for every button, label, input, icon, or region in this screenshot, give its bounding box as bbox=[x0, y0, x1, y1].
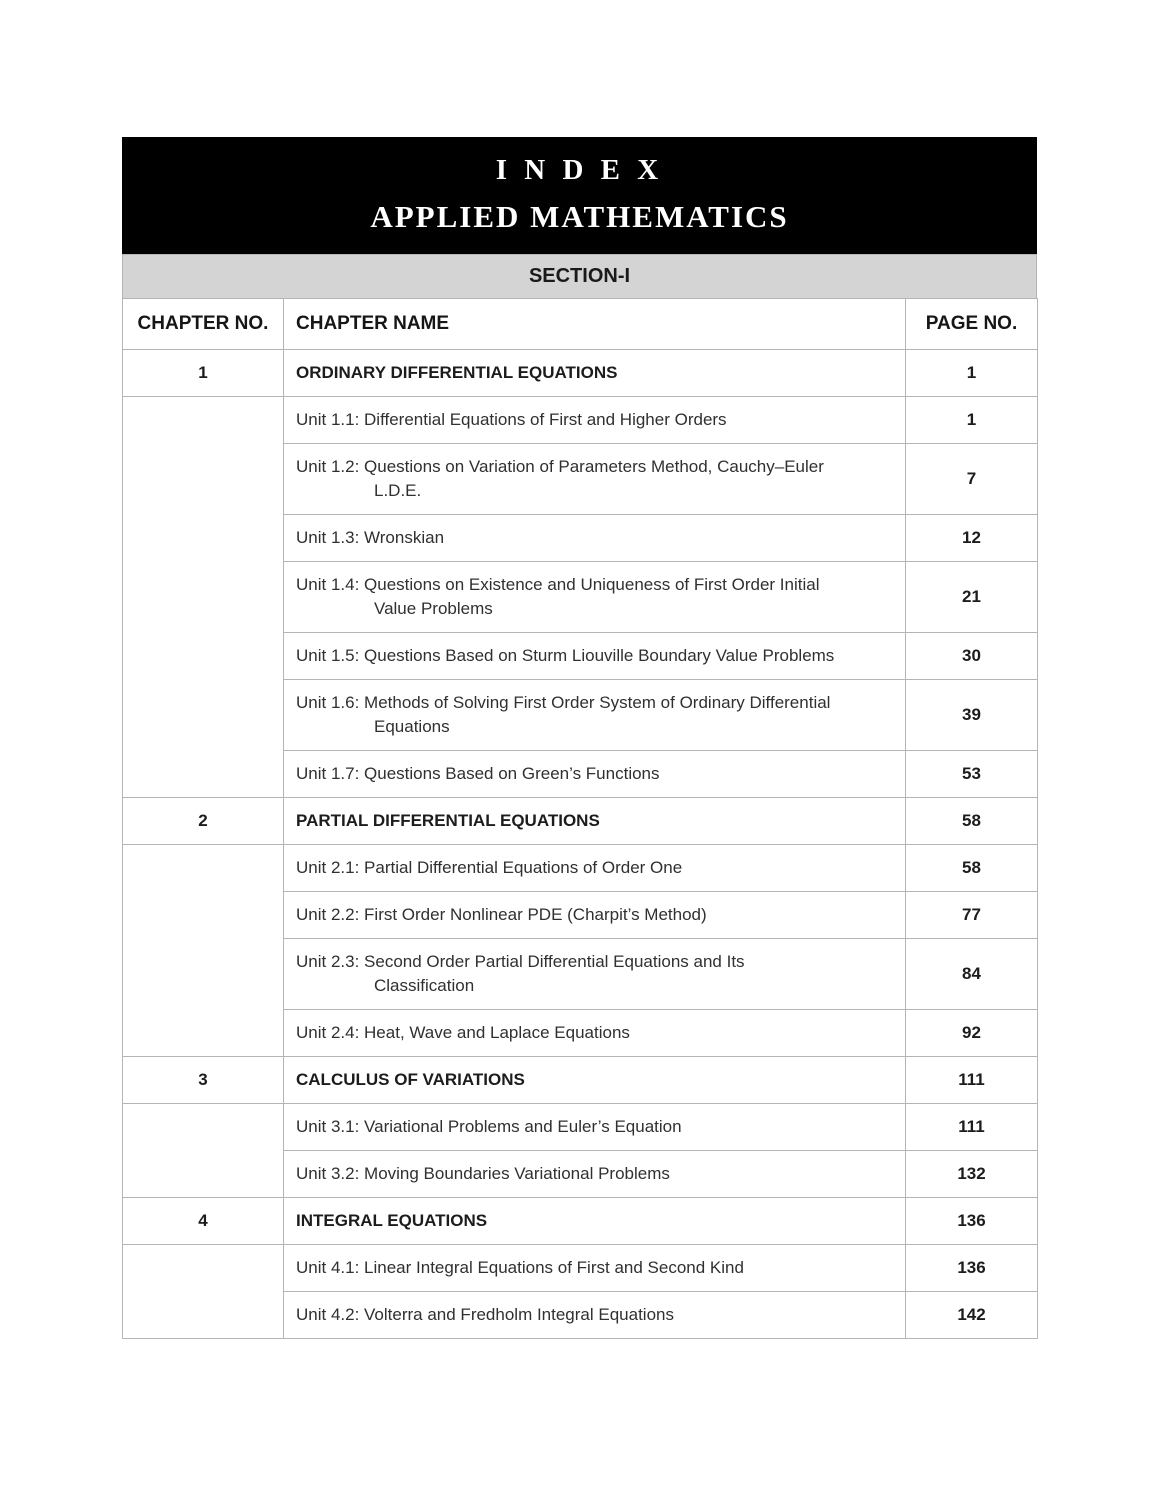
unit-page-cell: 53 bbox=[906, 751, 1038, 798]
unit-page-cell: 30 bbox=[906, 633, 1038, 680]
column-header-chapter-name: CHAPTER NAME bbox=[284, 299, 906, 350]
unit-name-line: Unit 1.3: Wronskian bbox=[296, 528, 445, 547]
index-content bbox=[122, 137, 1037, 1339]
unit-page-cell: 7 bbox=[906, 444, 1038, 515]
unit-name-line: Unit 2.3: Second Order Partial Differential Equations and Its bbox=[296, 952, 745, 971]
unit-page-cell: 39 bbox=[906, 680, 1038, 751]
unit-name-cell bbox=[284, 397, 906, 444]
column-header-page-no: PAGE NO. bbox=[906, 299, 1038, 350]
unit-name-line: Unit 1.1: Differential Equations of First and Higher Orders bbox=[296, 410, 727, 429]
section-bar: SECTION-I bbox=[122, 254, 1037, 298]
unit-page-cell: 58 bbox=[906, 845, 1038, 892]
unit-name-line: Unit 2.1: Partial Differential Equations of Order One bbox=[296, 858, 683, 877]
index-header bbox=[122, 137, 1037, 254]
table-header-row bbox=[123, 299, 1038, 350]
chapter-page-cell: 136 bbox=[906, 1198, 1038, 1245]
unit-page-cell: 132 bbox=[906, 1151, 1038, 1198]
chapter-number-cell: 2 bbox=[123, 798, 284, 845]
unit-name-cell bbox=[284, 751, 906, 798]
unit-name-continuation: Value Problems bbox=[374, 599, 493, 618]
chapter-page-cell: 1 bbox=[906, 350, 1038, 397]
chapter-number-cell: 3 bbox=[123, 1057, 284, 1104]
unit-name-line: Unit 2.2: First Order Nonlinear PDE (Charpit’s Method) bbox=[296, 905, 707, 924]
chapter-row bbox=[123, 1057, 1038, 1104]
unit-name-cell bbox=[284, 562, 906, 633]
unit-name-line: Unit 1.5: Questions Based on Sturm Liouville Boundary Value Problems bbox=[296, 646, 835, 665]
chapter-units-spacer-cell bbox=[123, 845, 284, 1057]
unit-page-cell: 136 bbox=[906, 1245, 1038, 1292]
chapter-page-cell: 111 bbox=[906, 1057, 1038, 1104]
chapter-name-cell: INTEGRAL EQUATIONS bbox=[284, 1198, 906, 1245]
chapter-units-spacer-cell bbox=[123, 1245, 284, 1339]
unit-row bbox=[123, 1104, 1038, 1151]
unit-name-cell bbox=[284, 1151, 906, 1198]
index-title: I N D E X bbox=[495, 154, 664, 186]
chapter-name-cell: ORDINARY DIFFERENTIAL EQUATIONS bbox=[284, 350, 906, 397]
unit-page-cell: 111 bbox=[906, 1104, 1038, 1151]
unit-page-cell: 12 bbox=[906, 515, 1038, 562]
unit-name-continuation: Classification bbox=[374, 976, 475, 995]
unit-name-line: Unit 1.2: Questions on Variation of Parameters Method, Cauchy–Euler bbox=[296, 457, 824, 476]
unit-name-continuation: Equations bbox=[374, 717, 450, 736]
chapter-name-cell: CALCULUS OF VARIATIONS bbox=[284, 1057, 906, 1104]
chapter-name-cell: PARTIAL DIFFERENTIAL EQUATIONS bbox=[284, 798, 906, 845]
unit-name-line: Unit 3.1: Variational Problems and Euler’s Equation bbox=[296, 1117, 682, 1136]
unit-name-line: Unit 2.4: Heat, Wave and Laplace Equations bbox=[296, 1023, 630, 1042]
unit-page-cell: 1 bbox=[906, 397, 1038, 444]
unit-name-line: Unit 4.1: Linear Integral Equations of First and Second Kind bbox=[296, 1258, 744, 1277]
chapter-number-cell: 4 bbox=[123, 1198, 284, 1245]
unit-name-line: Unit 1.4: Questions on Existence and Uniqueness of First Order Initial bbox=[296, 575, 820, 594]
index-subtitle: APPLIED MATHEMATICS bbox=[370, 199, 789, 234]
unit-name-continuation: L.D.E. bbox=[374, 481, 422, 500]
unit-page-cell: 84 bbox=[906, 939, 1038, 1010]
unit-page-cell: 92 bbox=[906, 1010, 1038, 1057]
unit-name-line: Unit 4.2: Volterra and Fredholm Integral Equations bbox=[296, 1305, 674, 1324]
unit-name-cell bbox=[284, 1010, 906, 1057]
unit-page-cell: 77 bbox=[906, 892, 1038, 939]
chapter-row bbox=[123, 1198, 1038, 1245]
chapter-row bbox=[123, 350, 1038, 397]
unit-name-cell bbox=[284, 1104, 906, 1151]
unit-name-line: Unit 3.2: Moving Boundaries Variational Problems bbox=[296, 1164, 670, 1183]
column-header-chapter-no: CHAPTER NO. bbox=[123, 299, 284, 350]
unit-name-cell bbox=[284, 1292, 906, 1339]
unit-row bbox=[123, 845, 1038, 892]
unit-name-line: Unit 1.6: Methods of Solving First Order System of Ordinary Differential bbox=[296, 693, 831, 712]
unit-name-cell bbox=[284, 680, 906, 751]
unit-page-cell: 21 bbox=[906, 562, 1038, 633]
chapter-units-spacer-cell bbox=[123, 1104, 284, 1198]
unit-name-cell bbox=[284, 1245, 906, 1292]
chapter-units-spacer-cell bbox=[123, 397, 284, 798]
unit-name-line: Unit 1.7: Questions Based on Green’s Functions bbox=[296, 764, 660, 783]
unit-name-cell bbox=[284, 939, 906, 1010]
unit-row bbox=[123, 1245, 1038, 1292]
chapter-row bbox=[123, 798, 1038, 845]
unit-name-cell bbox=[284, 845, 906, 892]
unit-row bbox=[123, 397, 1038, 444]
contents-table bbox=[122, 298, 1038, 1339]
unit-name-cell bbox=[284, 633, 906, 680]
chapter-number-cell: 1 bbox=[123, 350, 284, 397]
unit-name-cell bbox=[284, 892, 906, 939]
unit-name-cell bbox=[284, 444, 906, 515]
chapter-page-cell: 58 bbox=[906, 798, 1038, 845]
unit-page-cell: 142 bbox=[906, 1292, 1038, 1339]
unit-name-cell bbox=[284, 515, 906, 562]
